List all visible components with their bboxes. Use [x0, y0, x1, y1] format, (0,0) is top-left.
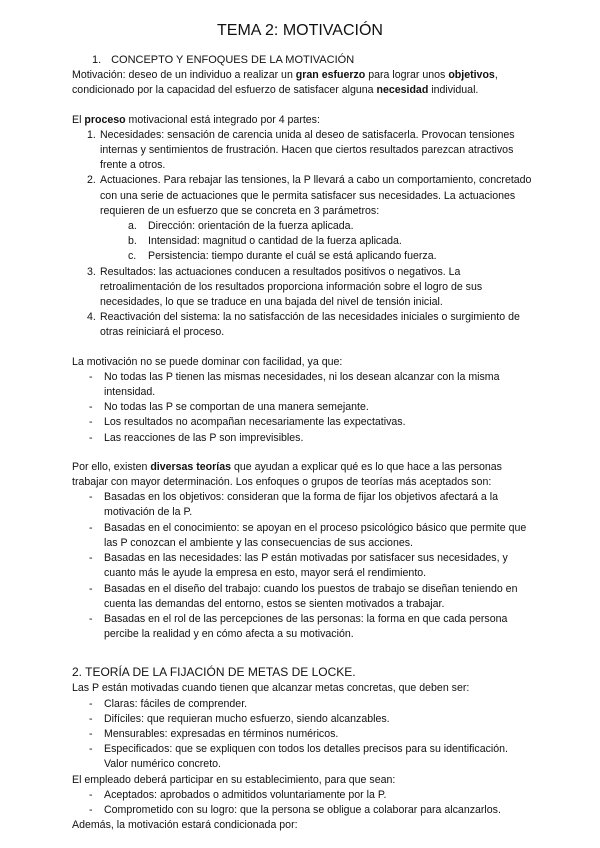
list-item-text: Comprometido con su logro: que la persona se obligue a colaborar para alcanzarlos. — [104, 803, 501, 816]
list-item-text: Claras: fáciles de comprender. — [104, 697, 248, 710]
approaches-list — [72, 490, 532, 642]
section-2-heading: 2. TEORÍA DE LA FIJACIÓN DE METAS DE LOCKE. — [72, 665, 356, 680]
list-item — [72, 612, 532, 642]
theories-text-2: que ayudan a explicar qué es lo que hace a las personas trabajar con mayor determinación. Los enfoques o grupos de teorías más aceptados son: — [72, 460, 502, 489]
def-bold-2: objetivos — [448, 69, 495, 82]
list-item-text: Basadas en el diseño del trabajo: cuando los puestos de trabajo se diseñan teniendo en cuenta las demandas del entorno, estos se sienten motivados a trabajar. — [104, 582, 518, 610]
list-item — [72, 712, 532, 727]
list-item — [72, 803, 532, 818]
dash-marker: - — [89, 521, 93, 534]
list-item — [72, 727, 532, 742]
def-text-1: Motivación: deseo de un individuo a realizar un — [72, 69, 296, 82]
process-intro-text-1: El — [72, 113, 85, 126]
dash-marker: - — [89, 612, 93, 625]
theories-intro — [72, 460, 532, 490]
list-item — [72, 742, 532, 772]
goals-intro: Las P están motivadas cuando tienen que alcanzar metas concretas, que deben ser: — [72, 682, 470, 695]
dash-marker: - — [89, 370, 93, 383]
list-item-text: Resultados: las actuaciones conducen a resultados positivos o negativos. La retroalimentación de los resultados proporciona información sobre el logro de sus necesidades, lo que se traduce en una bajada del nivel de tensión inicial. — [100, 265, 483, 309]
process-step — [72, 128, 532, 174]
dash-marker: - — [89, 697, 93, 710]
document-body — [72, 53, 532, 833]
process-step — [72, 173, 532, 264]
difficulty-intro: La motivación no se puede dominar con facilidad, ya que: — [72, 355, 343, 368]
motivation-definition — [72, 68, 532, 98]
list-marker: 2. — [87, 174, 96, 187]
list-item — [72, 415, 532, 430]
list-marker: a. — [128, 220, 137, 233]
list-item-text: Especificados: que se expliquen con todos los detalles precisos para su identificación. Valor numérico concreto. — [104, 743, 508, 771]
list-item-text: Basadas en las necesidades: las P están motivadas por satisfacer sus necesidades, y cuanto más le ayude la empresa en esto, mayor será el rendimiento. — [104, 552, 508, 580]
list-item-text: Persistencia: tiempo durante el cuál se está aplicando fuerza. — [148, 250, 437, 263]
list-item-text: Intensidad: magnitud o cantidad de la fuerza aplicada. — [148, 235, 402, 248]
theories-text-1: Por ello, existen — [72, 460, 151, 473]
dash-marker: - — [89, 582, 93, 595]
list-item-text: No todas las P tienen las mismas necesidades, ni los desean alcanzar con la misma intensidad. — [104, 370, 500, 399]
participation-intro: El empleado deberá participar en su establecimiento, para que sean: — [72, 773, 396, 786]
section-1-heading-text: CONCEPTO Y ENFOQUES DE LA MOTIVACIÓN — [111, 54, 355, 66]
list-item-text: Las reacciones de las P son imprevisibles. — [104, 431, 304, 444]
section-1-number: 1. — [92, 54, 102, 66]
dash-marker: - — [89, 788, 93, 801]
parameter-item — [72, 249, 532, 264]
list-item — [72, 400, 532, 415]
list-item-text: No todas las P se comportan de una manera semejante. — [104, 401, 369, 414]
process-step — [72, 310, 532, 340]
closing-line: Además, la motivación estará condicionada por: — [72, 819, 298, 832]
list-item-text: Basadas en el rol de las percepciones de las personas: la forma en que cada persona percibe la realidad y en cómo afecta a su motivación. — [104, 612, 508, 641]
dash-marker: - — [89, 712, 93, 725]
list-item-text: Aceptados: aprobados o admitidos voluntariamente por la P. — [104, 788, 387, 801]
difficulty-list — [72, 370, 532, 446]
list-marker: c. — [128, 250, 137, 263]
list-item — [72, 431, 532, 446]
def-bold-1: gran esfuerzo — [295, 69, 366, 82]
parameters-list — [100, 219, 532, 265]
list-item-text: Actuaciones. Para rebajar las tensiones, la P llevará a cabo un comportamiento, concretado con una serie de actuaciones que le permita satisfacer sus necesidades. La actuaciones requieren de un esfuerzo que se concreta en 3 parámetros: — [100, 174, 532, 217]
list-item — [72, 521, 532, 551]
process-steps-list — [72, 128, 532, 341]
list-marker: b. — [128, 235, 137, 248]
participation-list — [72, 788, 532, 818]
list-item — [72, 370, 532, 400]
def-text-2: para lograr unos — [365, 69, 449, 82]
list-item — [72, 697, 532, 712]
list-item-text: Mensurables: expresadas en términos numéricos. — [104, 727, 339, 740]
process-intro — [72, 113, 532, 128]
list-item-text: Difíciles: que requieran mucho esfuerzo, siendo alcanzables. — [104, 712, 390, 725]
process-intro-text-2: motivacional está integrado por 4 partes: — [125, 113, 320, 126]
list-marker: 3. — [87, 265, 96, 278]
list-item-text: Necesidades: sensación de carencia unida al deseo de satisfacerla. Provocan tensiones internas y sentimientos de frustración. Hacen que ciertos resultados parezcan atractivos frente a otros. — [100, 128, 515, 172]
list-item — [72, 551, 532, 581]
dash-marker: - — [89, 743, 93, 756]
list-marker: 1. — [87, 128, 96, 141]
def-text-3: , condicionado por la capacidad del esfuerzo de satisfacer alguna — [72, 69, 498, 97]
dash-marker: - — [89, 803, 93, 816]
list-item-text: Basadas en el conocimiento: se apoyan en el proceso psicológico básico que permite que las P conozcan el ambiente y las consecuencias de sus acciones. — [104, 521, 527, 549]
list-item-text: Basadas en los objetivos: consideran que la forma de fijar los objetivos afectará a la motivación de la P. — [104, 491, 498, 519]
list-item — [72, 490, 532, 520]
list-item-text: Los resultados no acompañan necesariamente las expectativas. — [104, 416, 406, 429]
dash-marker: - — [89, 491, 93, 504]
dash-marker: - — [89, 401, 93, 414]
process-intro-bold: proceso — [84, 113, 126, 126]
list-marker: 4. — [87, 311, 96, 324]
list-item-text: Reactivación del sistema: la no satisfacción de las necesidades iniciales o surgimiento de otras reiniciará el proceso. — [100, 311, 520, 339]
theories-bold: diversas teorías — [150, 460, 232, 473]
list-item — [72, 788, 532, 803]
dash-marker: - — [89, 431, 93, 444]
goals-list — [72, 697, 532, 773]
section-1-heading — [72, 53, 532, 68]
dash-marker: - — [89, 727, 93, 740]
parameter-item — [72, 219, 532, 234]
page-title: TEMA 2: MOTIVACIÓN — [217, 22, 383, 39]
def-bold-3: necesidad — [376, 84, 429, 97]
def-text-4: individual. — [428, 84, 479, 97]
dash-marker: - — [89, 552, 93, 565]
list-item — [72, 582, 532, 612]
process-step — [72, 265, 532, 311]
list-item-text: Dirección: orientación de la fuerza aplicada. — [148, 220, 354, 233]
parameter-item — [72, 234, 532, 249]
dash-marker: - — [89, 416, 93, 429]
